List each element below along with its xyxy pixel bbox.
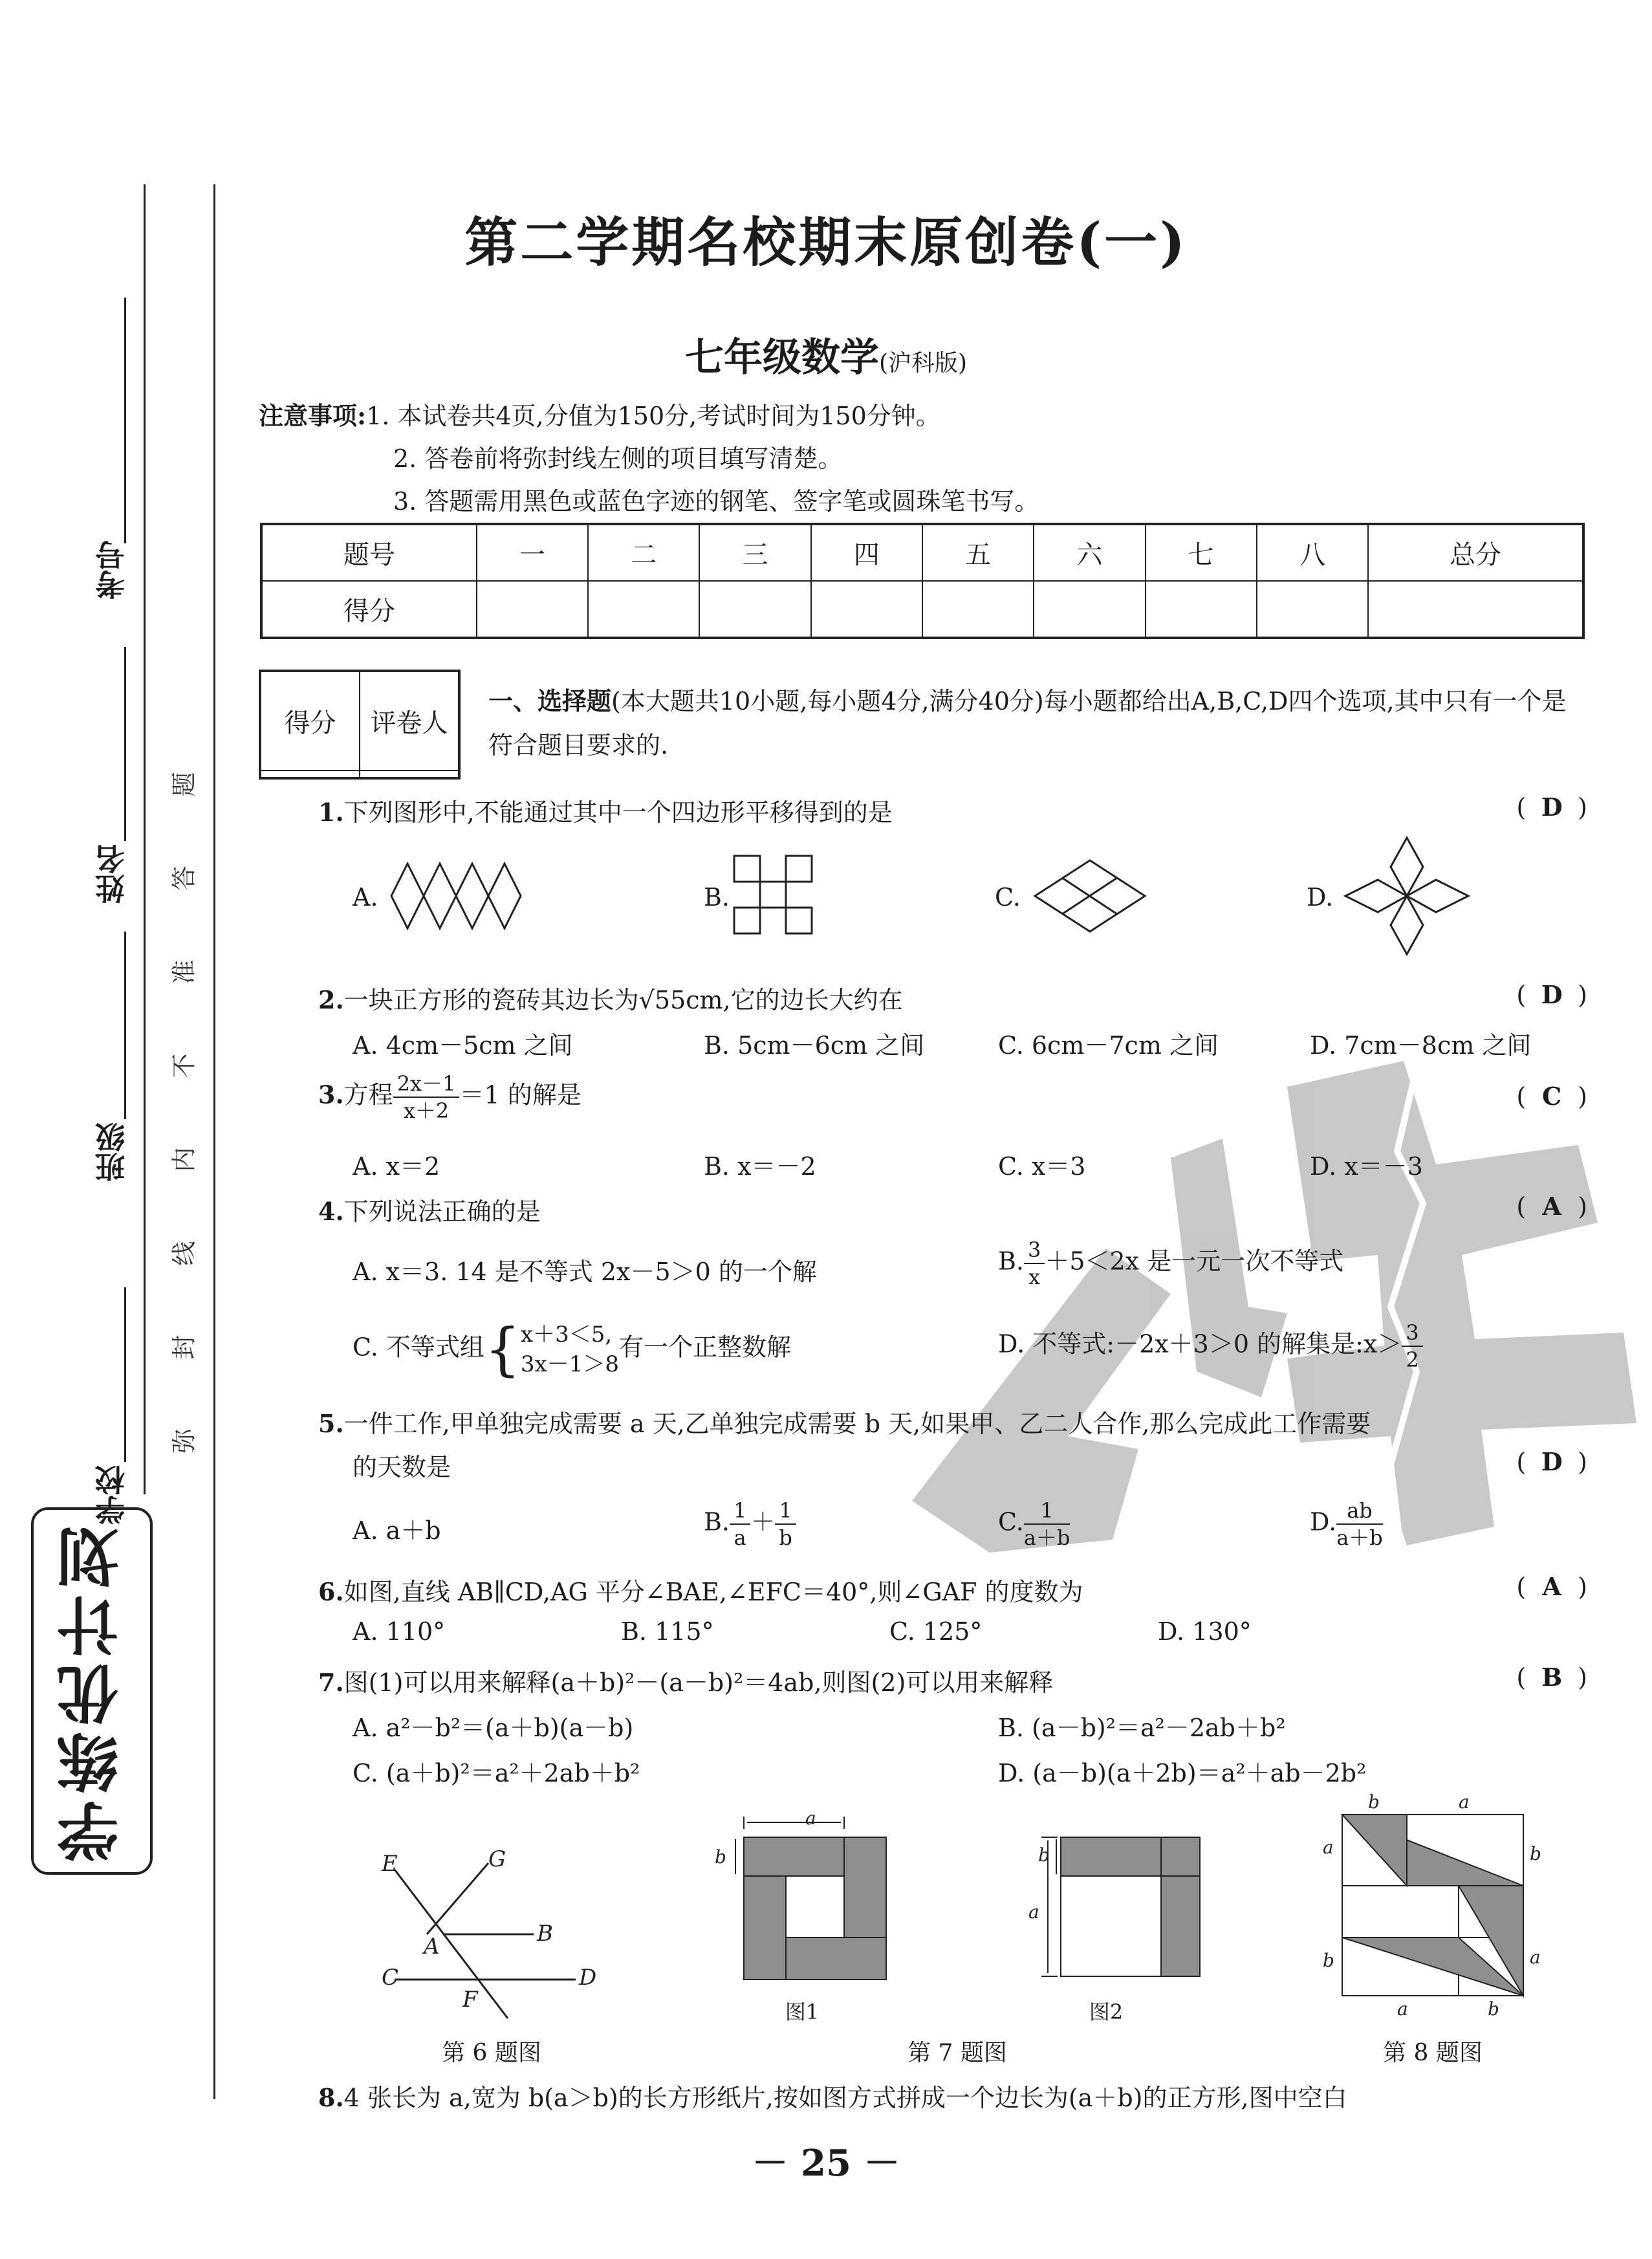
- subtitle-text: 七年级数学: [684, 335, 879, 380]
- q6-option-a: A. 110°: [353, 1617, 446, 1646]
- seal-char: 内: [169, 1147, 199, 1172]
- figure-8: [1313, 1792, 1546, 2025]
- dimension-label: a: [1459, 1792, 1470, 1813]
- grader-score-label: 得分: [260, 671, 360, 770]
- q6-option-c: C. 125°: [889, 1617, 983, 1646]
- option-prefix: B.: [704, 1507, 730, 1536]
- q5c-fraction: [1024, 1498, 1071, 1551]
- option-prefix: C. 不等式组: [353, 1333, 484, 1362]
- dimension-label: b: [1038, 1844, 1050, 1866]
- q1-option-d-label: D.: [1307, 883, 1334, 911]
- score-table-header-cell: 总分: [1368, 524, 1583, 581]
- blank-line-class: [124, 932, 126, 1119]
- q6-option-b: B. 115°: [621, 1617, 714, 1646]
- question-text: 一件工作,甲单独完成需要 a 天,乙单独完成需要 b 天,如果甲、乙二人合作,那么完成此工作需要: [343, 1410, 1371, 1438]
- answer-6: ( A ): [1516, 1572, 1587, 1601]
- score-cell: [1146, 581, 1257, 638]
- note-item: 3. 答题需用黑色或蓝色字迹的钢笔、签字笔或圆珠笔书写。: [393, 487, 1039, 516]
- score-cell: [1257, 581, 1368, 638]
- q4-option-b: [998, 1237, 1343, 1290]
- q3-fraction: [393, 1071, 460, 1124]
- answer-7: ( B ): [1516, 1663, 1587, 1692]
- fraction-numerator: 1: [775, 1498, 796, 1525]
- score-table-header-cell: 四: [811, 524, 922, 581]
- option-text: ＋5＜2x 是一元一次不等式: [1045, 1247, 1344, 1276]
- answer-4: ( A ): [1516, 1192, 1587, 1221]
- score-table-row-label: 得分: [261, 581, 477, 638]
- question-number: 5.: [318, 1409, 344, 1438]
- section-1-heading: [488, 679, 1588, 767]
- option-text: 有一个正整数解: [618, 1333, 791, 1362]
- line-AG: [427, 1863, 488, 1934]
- seal-char: 题: [169, 772, 199, 797]
- fraction-denominator: a＋b: [1336, 1525, 1383, 1550]
- fraction-numerator: 3: [1024, 1237, 1045, 1264]
- grader-name-label: 评卷人: [360, 671, 459, 770]
- question-text-pre: 方程: [343, 1080, 393, 1109]
- field-name-label: 姓名: [94, 844, 129, 904]
- question-number: 2.: [318, 985, 344, 1014]
- point-label: C: [382, 1965, 399, 1991]
- q3-option-d: D. x＝－3: [1310, 1152, 1423, 1181]
- option-prefix: B.: [998, 1247, 1025, 1276]
- question-number: 7.: [318, 1668, 344, 1697]
- notes-block: [259, 395, 1039, 523]
- q1-option-a-label: A.: [353, 883, 378, 911]
- score-table: [260, 523, 1585, 639]
- figure-7-sub2-caption: 图2: [1089, 2000, 1124, 2024]
- field-school-label: 学校: [94, 1465, 129, 1525]
- fraction-numerator: 3: [1402, 1320, 1422, 1347]
- score-table-header-cell: 八: [1257, 524, 1368, 581]
- fraction-denominator: x: [1028, 1265, 1041, 1289]
- q1-option-d-figure: [1342, 835, 1472, 957]
- point-label: B: [537, 1921, 553, 1947]
- dimension-label: b: [1530, 1843, 1541, 1864]
- seal-line-inner: [213, 184, 215, 2099]
- fraction-numerator: ab: [1336, 1498, 1383, 1525]
- inequality-system: [521, 1320, 619, 1379]
- figure-7-caption: 第 7 题图: [908, 2040, 1007, 2066]
- q5-option-a: A. a＋b: [353, 1516, 441, 1545]
- score-table-header-cell: 五: [922, 524, 1034, 581]
- brand-logo-text: 学练优计划: [55, 1520, 129, 1862]
- q4b-fraction: [1024, 1237, 1045, 1290]
- answer-5: ( D ): [1516, 1447, 1587, 1476]
- seal-char: 不: [169, 1053, 199, 1078]
- point-label: E: [382, 1851, 398, 1877]
- fraction-numerator: 1: [730, 1498, 750, 1525]
- q7-option-d: D. (a－b)(a＋2b)＝a²＋ab－2b²: [998, 1759, 1367, 1787]
- answer-value: A: [1542, 1572, 1561, 1601]
- fraction-numerator: 2x－1: [393, 1071, 460, 1098]
- q1-option-b-figure: [731, 853, 821, 940]
- blank-line-name: [124, 647, 126, 841]
- question-4: [318, 1192, 541, 1227]
- grader-table: [259, 670, 461, 780]
- dimension-label: b: [1368, 1792, 1380, 1813]
- score-cell: [811, 581, 922, 638]
- q4d-fraction: [1402, 1320, 1422, 1373]
- dimension-label: b: [1488, 1998, 1499, 2020]
- answer-value: D: [1541, 980, 1563, 1009]
- dimension-label: a: [1323, 1837, 1334, 1858]
- answer-value: A: [1542, 1192, 1561, 1221]
- watermark-graphic: [834, 1035, 1643, 1585]
- blank-line-school: [124, 1287, 126, 1462]
- page-subtitle: [0, 327, 1652, 382]
- point-label: G: [488, 1846, 506, 1872]
- inequality-line: 3x－1＞8: [520, 1351, 619, 1377]
- point-label: D: [579, 1965, 597, 1991]
- q1-option-b-label: B.: [704, 883, 730, 911]
- q1-option-c-figure: [1032, 857, 1148, 935]
- field-exam-number-label: 考号: [94, 540, 129, 600]
- fraction-denominator: 2: [1406, 1348, 1419, 1372]
- answer-value: B: [1541, 1663, 1563, 1692]
- score-table-header-cell: 题号: [261, 524, 477, 581]
- dimension-label: b: [715, 1846, 726, 1868]
- q5b-fraction-1: [730, 1498, 750, 1551]
- fraction-denominator: x＋2: [403, 1098, 450, 1123]
- score-table-header-cell: 六: [1034, 524, 1145, 581]
- question-text: 一块正方形的瓷砖其边长为√55cm,它的边长大约在: [343, 986, 903, 1014]
- dimension-label: a: [1530, 1947, 1541, 1968]
- seal-char: 准: [169, 959, 199, 985]
- fraction-denominator: a: [734, 1525, 746, 1550]
- q4-option-a: A. x＝3. 14 是不等式 2x－5＞0 的一个解: [353, 1258, 817, 1286]
- score-cell: [699, 581, 810, 638]
- figure-7-sub1-caption: 图1: [785, 2000, 820, 2024]
- q2-option-c: C. 6cm－7cm 之间: [998, 1031, 1219, 1060]
- dimension-label: a: [1028, 1901, 1039, 1923]
- question-2: [318, 980, 903, 1016]
- score-cell: [1368, 581, 1583, 638]
- question-number: 3.: [318, 1080, 344, 1109]
- score-table-header-cell: 三: [699, 524, 810, 581]
- answer-value: D: [1541, 1447, 1563, 1476]
- answer-3: ( C ): [1516, 1082, 1587, 1111]
- q1-option-c-label: C.: [995, 883, 1021, 911]
- q7-option-a: A. a²－b²＝(a＋b)(a－b): [353, 1714, 634, 1742]
- q1-option-a-figure: [388, 854, 530, 938]
- figure-7-1: [702, 1815, 896, 2009]
- field-class-label: 班级: [94, 1122, 129, 1182]
- seal-char: 答: [169, 866, 199, 891]
- question-number: 6.: [318, 1577, 344, 1606]
- line-EF: [395, 1870, 508, 2018]
- question-5: [318, 1404, 1371, 1439]
- inequality-line: x＋3＜5,: [520, 1322, 613, 1348]
- section-1-title: 一、选择题: [488, 686, 612, 715]
- q5-option-b: [704, 1498, 796, 1551]
- q2-option-a: A. 4cm－5cm 之间: [353, 1031, 573, 1060]
- fraction-denominator: a＋b: [1023, 1525, 1071, 1550]
- question-number: 1.: [318, 798, 344, 827]
- question-1: [318, 792, 893, 828]
- question-text-post: ＝1 的解是: [459, 1080, 581, 1109]
- score-cell: [588, 581, 699, 638]
- page-number: － 25 －: [752, 2142, 900, 2185]
- point-label: A: [424, 1934, 440, 1959]
- section-1-desc: (本大题共10小题,每小题4分,满分40分)每小题都给出A,B,C,D四个选项,其中只有一个是符合题目要求的.: [488, 687, 1567, 759]
- brand-logo: [31, 1507, 153, 1875]
- q5b-fraction-2: [775, 1498, 796, 1551]
- figure-6-caption: 第 6 题图: [442, 2040, 541, 2066]
- question-6: [318, 1572, 1083, 1608]
- notes-label: 注意事项:: [259, 401, 367, 430]
- brace-glyph: {: [484, 1316, 521, 1382]
- score-table-header-row: [261, 524, 1583, 581]
- q4-option-c: [353, 1316, 791, 1382]
- answer-value: D: [1541, 792, 1563, 822]
- q5-option-d: [1310, 1498, 1383, 1551]
- plus-sign: ＋: [750, 1507, 776, 1536]
- q5d-fraction: [1336, 1498, 1383, 1551]
- fraction-numerator: 1: [1024, 1498, 1071, 1525]
- note-item: 1. 本试卷共4页,分值为150分,考试时间为150分钟。: [366, 402, 940, 430]
- grader-score-cell: [260, 770, 360, 778]
- question-text: 图(1)可以用来解释(a＋b)²－(a－b)²＝4ab,则图(2)可以用来解释: [343, 1668, 1054, 1697]
- dimension-label: b: [1323, 1950, 1334, 1971]
- question-text: 下列说法正确的是: [343, 1197, 541, 1226]
- option-prefix: D.: [1310, 1507, 1337, 1536]
- seal-char: 线: [169, 1241, 199, 1266]
- q3-option-c: C. x＝3: [998, 1152, 1086, 1181]
- score-cell: [922, 581, 1034, 638]
- dimension-label: a: [805, 1815, 816, 1829]
- question-text: 下列图形中,不能通过其中一个四边形平移得到的是: [343, 798, 893, 827]
- q2-option-b: B. 5cm－6cm 之间: [704, 1031, 925, 1060]
- score-cell: [1034, 581, 1145, 638]
- question-3: [318, 1071, 581, 1124]
- q7-option-b: B. (a－b)²＝a²－2ab＋b²: [998, 1714, 1286, 1742]
- answer-2: ( D ): [1516, 980, 1587, 1009]
- q2-option-d: D. 7cm－8cm 之间: [1310, 1031, 1532, 1060]
- figure-6: [362, 1844, 634, 2038]
- q4-option-d: [998, 1320, 1423, 1373]
- option-prefix: C.: [998, 1507, 1024, 1536]
- seal-char: 弥: [169, 1428, 199, 1454]
- dimension-label: a: [1397, 1998, 1408, 2020]
- note-item: 2. 答卷前将弥封线左侧的项目填写清楚。: [393, 444, 843, 473]
- question-5-line-2: 的天数是: [353, 1453, 451, 1481]
- answer-value: C: [1542, 1082, 1562, 1111]
- score-cell: [477, 581, 588, 638]
- question-7: [318, 1663, 1053, 1698]
- score-table-header-cell: 二: [588, 524, 699, 581]
- q6-option-d: D. 130°: [1158, 1617, 1252, 1646]
- grader-name-cell: [360, 770, 459, 778]
- score-table-header-cell: 一: [477, 524, 588, 581]
- option-text: D. 不等式:－2x＋3＞0 的解集是:x＞: [998, 1329, 1402, 1359]
- point-label: F: [462, 1987, 478, 2013]
- question-number: 4.: [318, 1197, 344, 1226]
- subtitle-edition: (沪科版): [878, 350, 968, 376]
- q3-option-a: A. x＝2: [353, 1152, 440, 1181]
- question-text: 如图,直线 AB∥CD,AG 平分∠BAE,∠EFC＝40°,则∠GAF 的度数为: [343, 1578, 1083, 1606]
- q5-option-c: [998, 1498, 1070, 1551]
- score-table-header-cell: 七: [1146, 524, 1257, 581]
- score-table-score-row: [261, 581, 1583, 638]
- fraction-denominator: b: [779, 1525, 792, 1550]
- page-title: 第二学期名校期末原创卷(一): [464, 212, 1188, 274]
- figure-7-2: [999, 1815, 1213, 2009]
- q7-option-c: C. (a＋b)²＝a²＋2ab＋b²: [353, 1759, 640, 1787]
- question-8: [318, 2078, 1347, 2113]
- question-number: 8.: [318, 2083, 344, 2112]
- seal-char: 封: [169, 1335, 199, 1360]
- figure-8-caption: 第 8 题图: [1383, 2040, 1483, 2066]
- question-text: 4 张长为 a,宽为 b(a＞b)的长方形纸片,按如图方式拼成一个边长为(a＋b)的正方形,图中空白: [343, 2084, 1347, 2112]
- answer-1: ( D ): [1516, 792, 1587, 822]
- q3-option-b: B. x＝－2: [704, 1152, 816, 1181]
